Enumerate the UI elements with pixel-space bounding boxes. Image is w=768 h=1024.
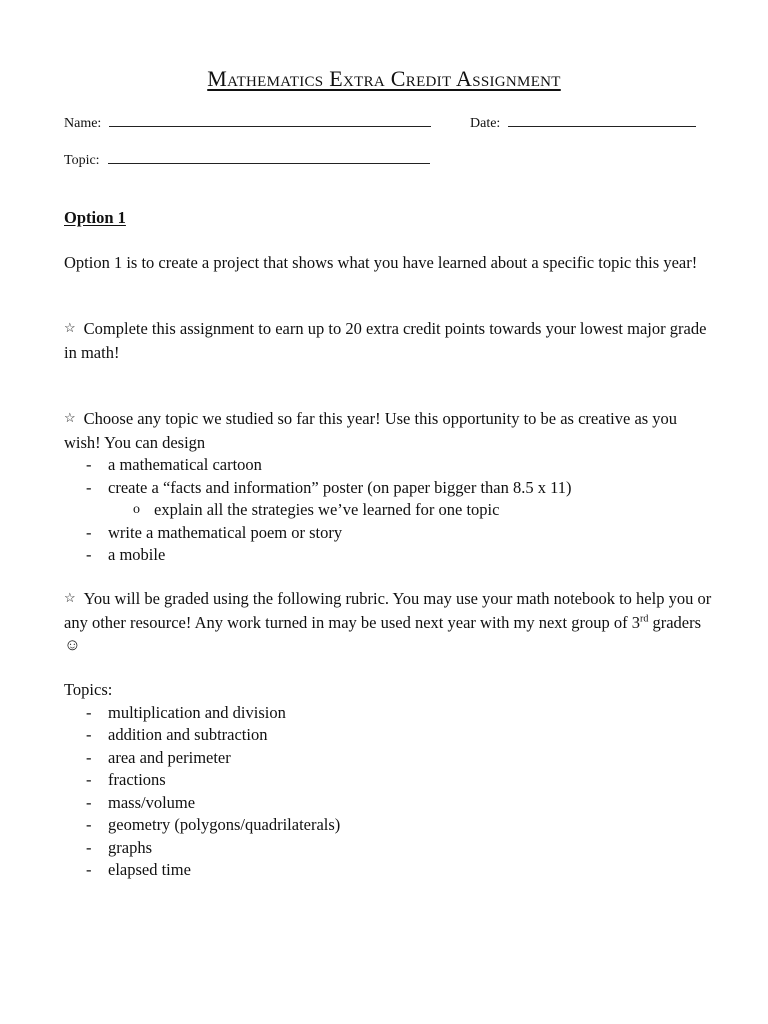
list-item: - a mathematical cartoon <box>64 454 714 477</box>
list-item: o explain all the strategies we’ve learned for one topic <box>64 499 714 522</box>
choose-text: Choose any topic we studied so far this year! Use this opportunity to be as creative as you wish! You can design <box>64 409 678 452</box>
name-label: Name: <box>64 116 102 131</box>
list-item: - create a “facts and information” poster (on paper bigger than 8.5 x 11) <box>64 477 714 500</box>
design-options-list-continued <box>64 522 714 567</box>
name-blank-line <box>109 114 431 127</box>
design-options-list <box>64 454 714 499</box>
topics-section <box>64 679 714 882</box>
list-item: - a mobile <box>64 544 714 567</box>
rubric-superscript: rd <box>639 613 649 624</box>
points-text: Complete this assignment to earn up to 20 extra credit points towards your lowest major grade in math! <box>64 319 707 362</box>
topics-list <box>64 702 714 882</box>
star-icon: ☆ <box>64 590 76 605</box>
points-paragraph <box>64 318 714 364</box>
topic-blank-line <box>108 151 430 164</box>
rubric-text: You will be graded using the following rubric. You may use your math notebook to help you or any other resource! Any work turned in may be used next year with my next group of 3 <box>64 589 712 632</box>
list-item: - addition and subtraction <box>64 724 714 747</box>
list-item: - write a mathematical poem or story <box>64 522 714 545</box>
page-title: Mathematics Extra Credit Assignment <box>207 66 561 91</box>
date-field <box>470 114 696 132</box>
intro-text: Option 1 is to create a project that shows what you have learned about a specific topic this year! <box>64 253 698 272</box>
list-item: - geometry (polygons/quadrilaterals) <box>64 814 714 837</box>
star-icon: ☆ <box>64 410 76 425</box>
rubric-paragraph <box>64 588 714 657</box>
date-label: Date: <box>470 116 501 131</box>
choose-section <box>64 408 714 567</box>
name-field <box>64 114 431 132</box>
topic-field <box>64 151 430 169</box>
date-blank-line <box>508 114 696 127</box>
intro-paragraph <box>64 252 714 275</box>
design-sub-list <box>64 499 714 522</box>
topic-label: Topic: <box>64 153 100 168</box>
star-icon: ☆ <box>64 320 76 335</box>
list-item: - fractions <box>64 769 714 792</box>
rubric-text-end: graders ☺ <box>64 612 702 654</box>
list-item: - area and perimeter <box>64 747 714 770</box>
topics-label: Topics: <box>64 680 113 699</box>
option-heading: Option 1 <box>64 208 126 227</box>
list-item: - mass/volume <box>64 792 714 815</box>
list-item: - elapsed time <box>64 859 714 882</box>
list-item: - graphs <box>64 837 714 860</box>
list-item: - multiplication and division <box>64 702 714 725</box>
